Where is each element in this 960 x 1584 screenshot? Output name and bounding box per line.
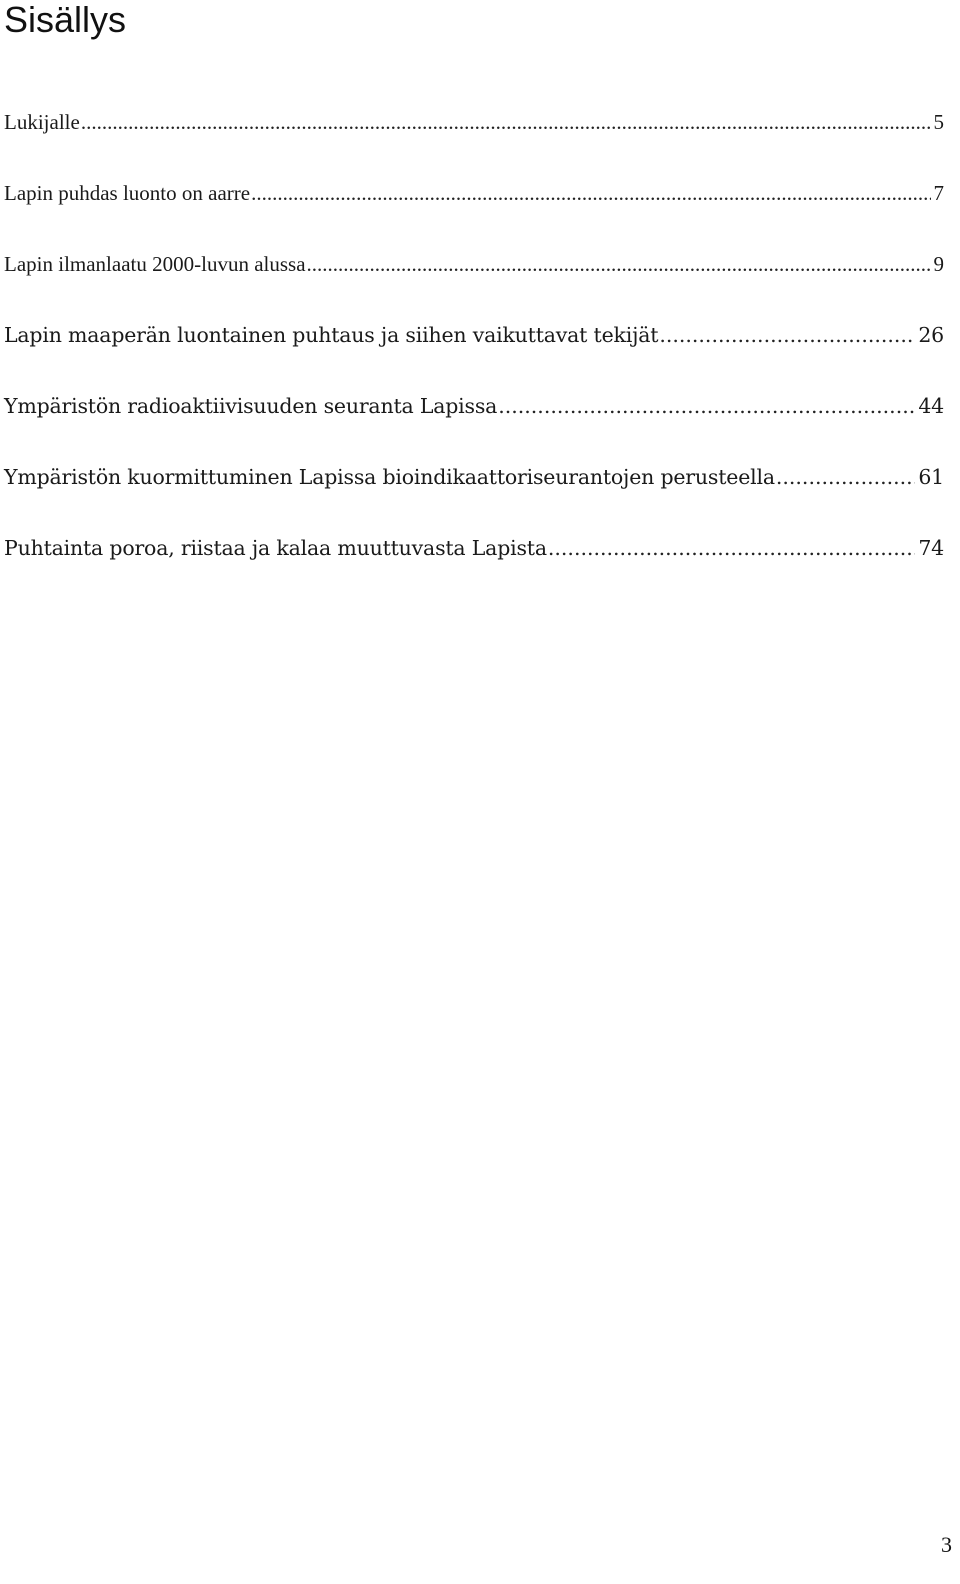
toc-dot-leader <box>548 536 915 560</box>
toc-entry-lukijalle[interactable] <box>4 110 944 181</box>
toc-entry-page: 61 <box>918 465 944 489</box>
toc-entry-title: Ympäristön kuormittuminen Lapissa bioindikaattoriseurantojen perusteella <box>4 465 775 489</box>
toc-entry-puhtainta-poroa[interactable] <box>4 536 944 607</box>
page-title: Sisällys <box>4 0 127 40</box>
toc-entry-puhdas-luonto[interactable] <box>4 181 944 252</box>
toc-entry-page: 74 <box>918 536 944 560</box>
toc-entry-kuormittuminen[interactable] <box>4 465 944 536</box>
toc-dot-leader <box>81 110 931 135</box>
toc-dot-leader <box>498 394 915 418</box>
toc-dot-leader <box>307 252 931 277</box>
toc-entry-title: Puhtainta poroa, riistaa ja kalaa muuttuvasta Lapista <box>4 536 547 560</box>
toc-entry-title: Ympäristön radioaktiivisuuden seuranta Lapissa <box>4 394 498 418</box>
toc-entry-page: 5 <box>933 110 944 134</box>
toc-dot-leader <box>251 181 930 206</box>
toc-entry-title: Lapin puhdas luonto on aarre <box>4 181 251 205</box>
toc-entry-page: 9 <box>933 252 944 276</box>
toc-entry-title: Lukijalle <box>4 110 80 134</box>
toc-entry-title: Lapin maaperän luontainen puhtaus ja siihen vaikuttavat tekijät <box>4 323 659 347</box>
toc-entry-page: 7 <box>933 181 944 205</box>
toc-entry-ilmanlaatu[interactable] <box>4 252 944 323</box>
toc-entry-page: 26 <box>918 323 944 347</box>
toc-entry-radioaktiivisuus[interactable] <box>4 394 944 465</box>
toc-entry-page: 44 <box>918 394 944 418</box>
page-number: 3 <box>941 1532 952 1557</box>
table-of-contents <box>4 110 944 607</box>
toc-entry-maaperan-puhtaus[interactable] <box>4 323 944 394</box>
toc-dot-leader <box>659 323 915 347</box>
toc-entry-title: Lapin ilmanlaatu 2000-luvun alussa <box>4 252 306 276</box>
toc-dot-leader <box>776 465 915 489</box>
